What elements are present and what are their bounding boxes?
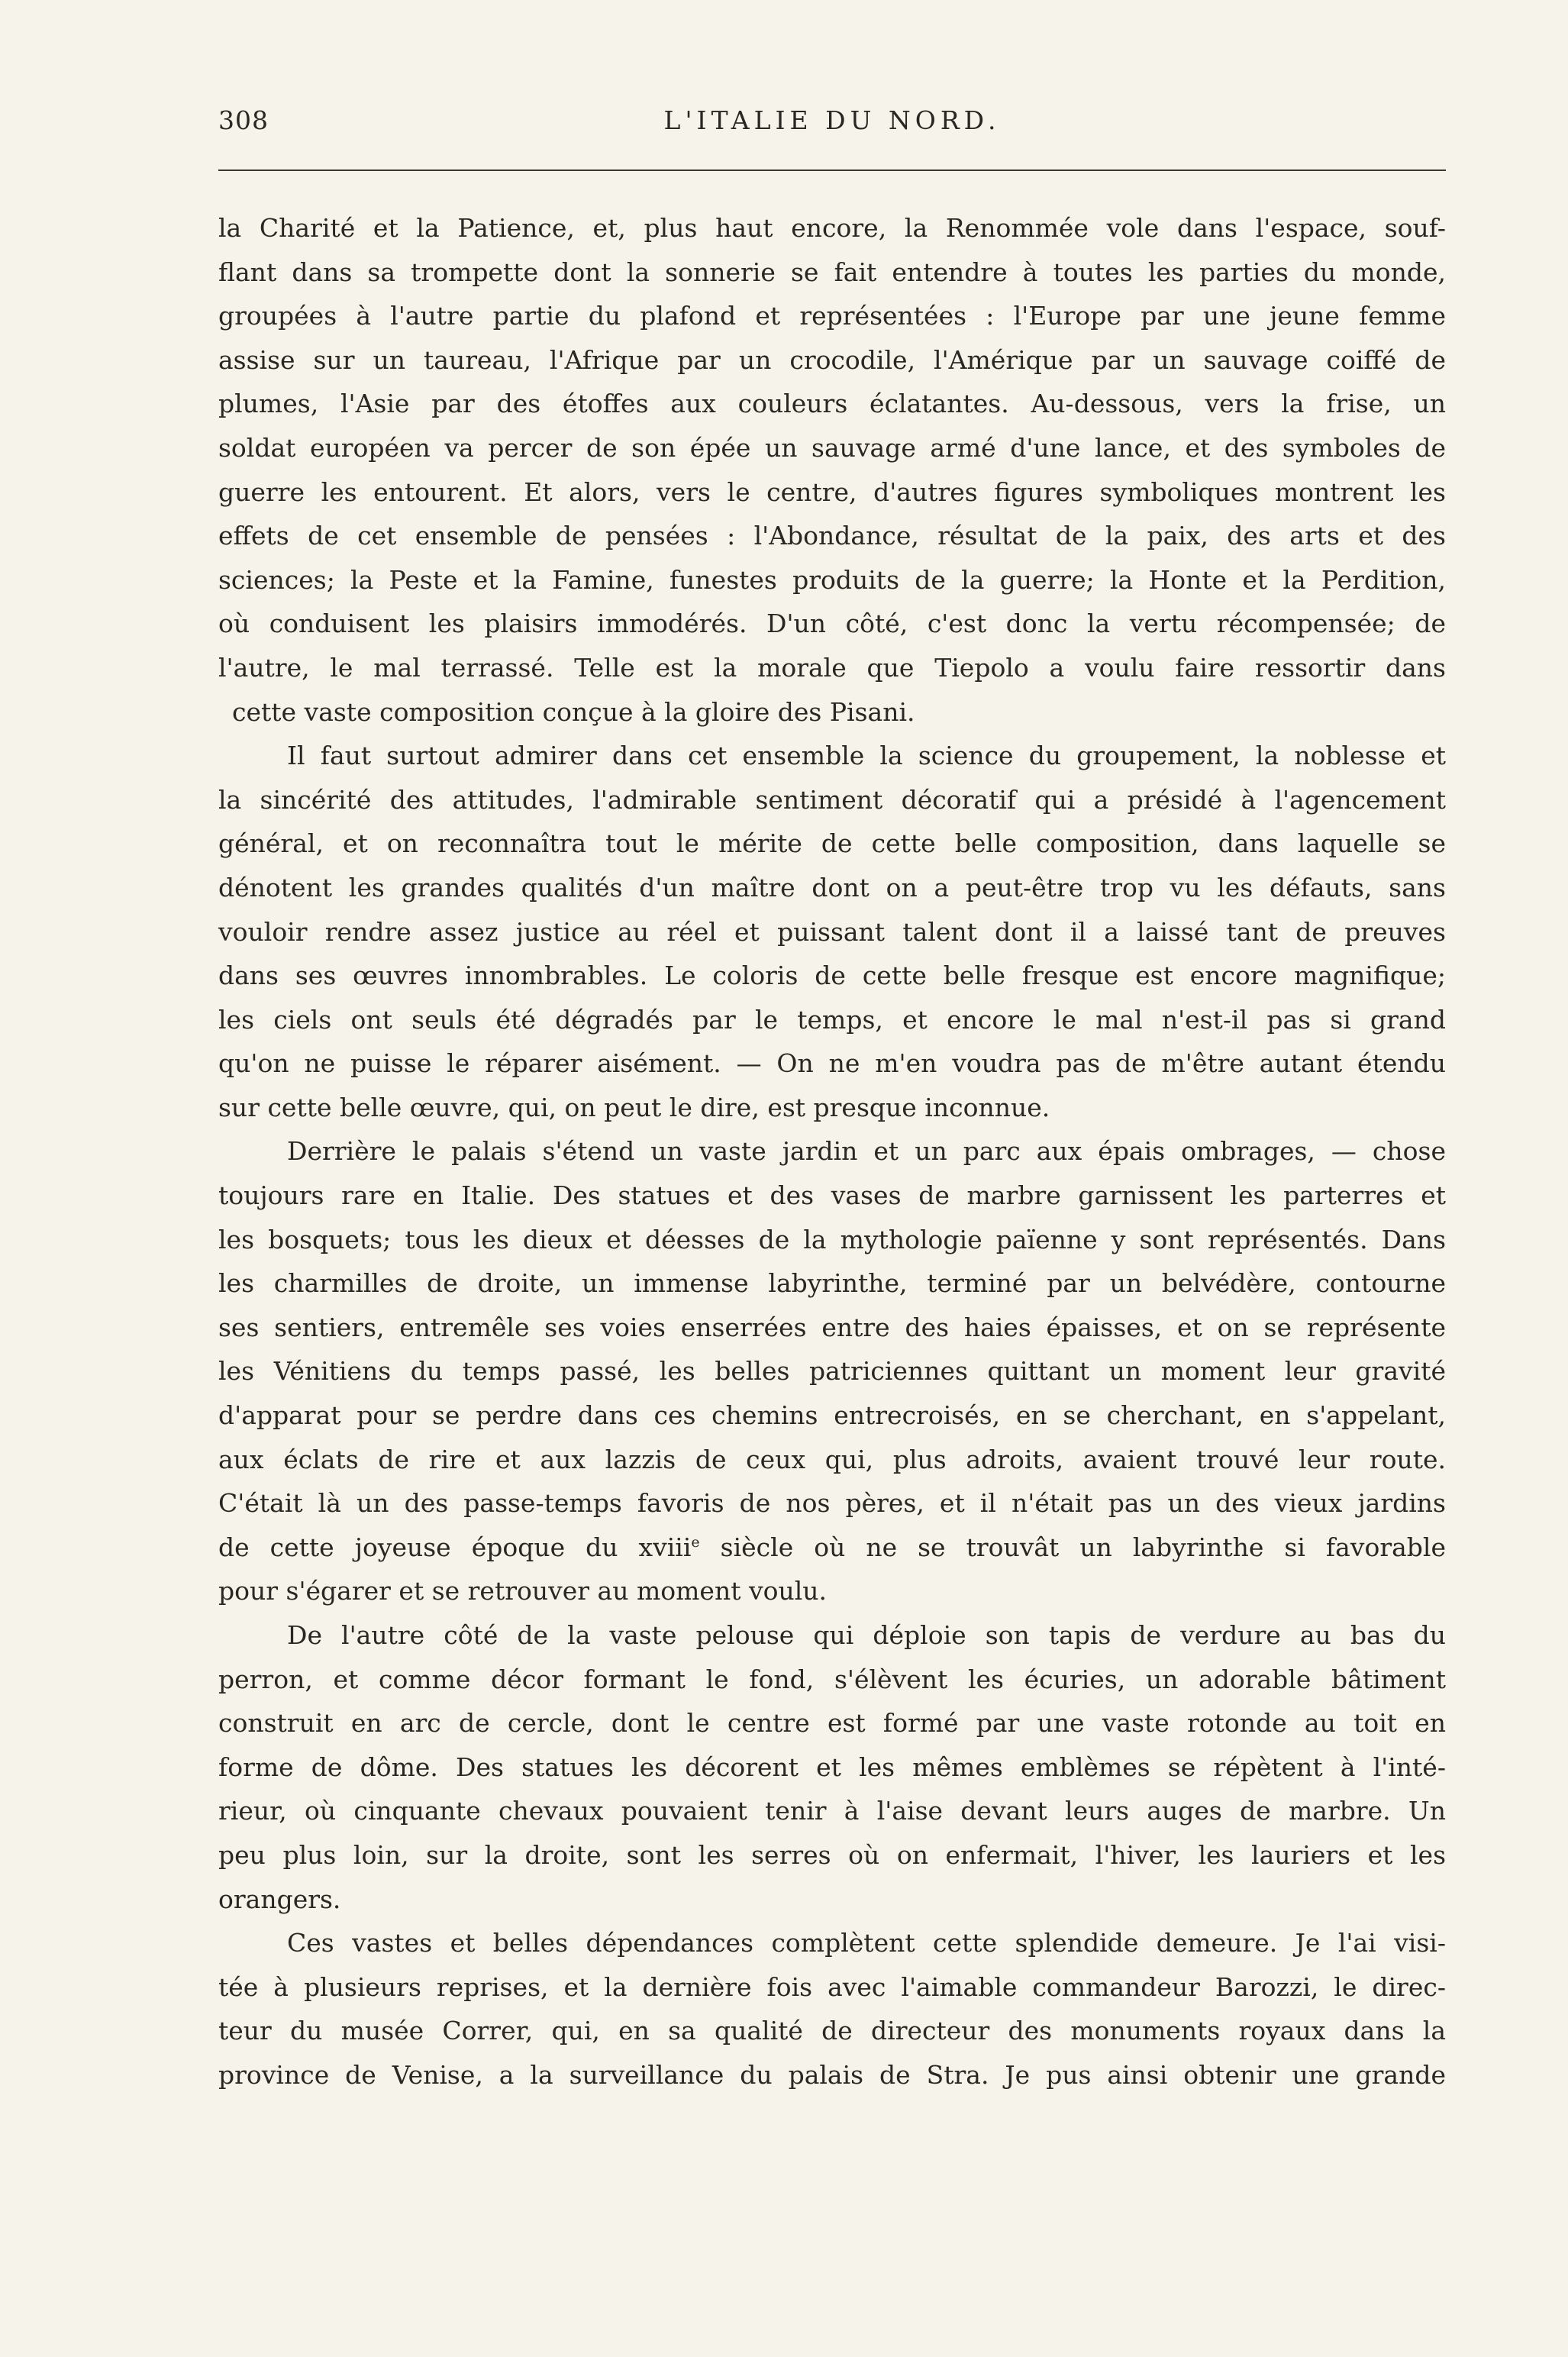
text-line: dans ses œuvres innombrables. Le coloris de cette belle fresque est encore magnifique;: [218, 961, 1446, 991]
body-text: [218, 206, 1446, 2097]
paragraph-first-line: Il faut surtout admirer dans cet ensemble la science du groupement, la noblesse et: [287, 741, 1446, 771]
text-line: assise sur un taureau, l'Afrique par un crocodile, l'Amérique par un sauvage coiffé de: [218, 344, 1446, 375]
text-line: orangers.: [218, 1884, 341, 1914]
text-line: teur du musée Correr, qui, en sa qualité de directeur des monuments royaux dans la: [218, 2016, 1446, 2046]
text-line: la sincérité des attitudes, l'admirable sentiment décoratif qui a présidé à l'agencement: [218, 784, 1446, 815]
running-title: L'ITALIE DU NORD.: [663, 105, 1001, 135]
paragraph-first-line: De l'autre côté de la vaste pelouse qui déploie son tapis de verdure au bas du: [287, 1620, 1446, 1650]
page-number: 308: [218, 105, 269, 135]
text-line: toujours rare en Italie. Des statues et des vases de marbre garnissent les parterres et: [218, 1180, 1446, 1211]
text-line: dénotent les grandes qualités d'un maître dont on a peut-être trop vu les défauts, sans: [218, 872, 1446, 902]
text-line: flant dans sa trompette dont la sonnerie se fait entendre à toutes les parties du monde,: [218, 257, 1446, 287]
text-line: la Charité et la Patience, et, plus haut encore, la Renommée vole dans l'espace, souf-: [218, 213, 1446, 243]
text-line: sur cette belle œuvre, qui, on peut le dire, est presque inconnue.: [218, 1092, 1050, 1122]
text-line: les ciels ont seuls été dégradés par le temps, et encore le mal n'est-il pas si grand: [218, 1004, 1446, 1035]
text-line: où conduisent les plaisirs immodérés. D'un côté, c'est donc la vertu récompensée; de: [218, 609, 1446, 639]
text-line: soldat européen va percer de son épée un sauvage armé d'une lance, et des symboles de: [218, 432, 1446, 463]
page-header: [218, 105, 1446, 151]
header-rule: [218, 170, 1446, 171]
text-line: l'autre, le mal terrassé. Telle est la morale que Tiepolo a voulu faire ressortir dans: [218, 652, 1446, 683]
text-line: de cette joyeuse époque du xviii$^e$ siècle où ne se trouvât un labyrinthe si favorable: [218, 1532, 1446, 1562]
text-line: perron, et comme décor formant le fond, s'élèvent les écuries, un adorable bâtiment: [218, 1664, 1446, 1694]
text-line: qu'on ne puisse le réparer aisément. — On ne m'en voudra pas de m'être autant étendu: [218, 1048, 1446, 1079]
text-line: ses sentiers, entremêle ses voies enserrées entre des haies épaisses, et on se représente: [218, 1312, 1446, 1342]
text-line: cette vaste composition conçue à la gloire des Pisani.: [232, 696, 915, 727]
text-line: pour s'égarer et se retrouver au moment voulu.: [218, 1576, 828, 1606]
text-line: guerre les entourent. Et alors, vers le centre, d'autres figures symboliques montrent les: [218, 476, 1446, 507]
text-line: groupées à l'autre partie du plafond et représentées : l'Europe par une jeune femme: [218, 301, 1446, 331]
paragraph-first-line: Ces vastes et belles dépendances complètent cette splendide demeure. Je l'ai visi-: [287, 1928, 1446, 1958]
text-line: les bosquets; tous les dieux et déesses de la mythologie païenne y sont représentés. Dans: [218, 1224, 1446, 1254]
text-line: plumes, l'Asie par des étoffes aux couleurs éclatantes. Au-dessous, vers la frise, un: [218, 389, 1446, 419]
text-line: sciences; la Peste et la Famine, funestes produits de la guerre; la Honte et la Perdition,: [218, 564, 1446, 595]
text-line: les charmilles de droite, un immense labyrinthe, terminé par un belvédère, contourne: [218, 1268, 1446, 1299]
text-line: général, et on reconnaîtra tout le mérite de cette belle composition, dans laquelle se: [218, 828, 1446, 859]
text-line: les Vénitiens du temps passé, les belles patriciennes quittant un moment leur gravité: [218, 1356, 1446, 1387]
text-line: peu plus loin, sur la droite, sont les serres où on enfermait, l'hiver, les lauriers et les: [218, 1839, 1446, 1870]
text-line: forme de dôme. Des statues les décorent et les mêmes emblèmes se répètent à l'inté-: [218, 1752, 1446, 1782]
superscript: e: [691, 1533, 700, 1551]
text-line: effets de cet ensemble de pensées : l'Abondance, résultat de la paix, des arts et des: [218, 521, 1446, 551]
text-line: rieur, où cinquante chevaux pouvaient tenir à l'aise devant leurs auges de marbre. Un: [218, 1796, 1446, 1826]
text-line: aux éclats de rire et aux lazzis de ceux qui, plus adroits, avaient trouvé leur route.: [218, 1444, 1446, 1474]
paragraph-first-line: Derrière le palais s'étend un vaste jardin et un parc aux épais ombrages, — chose: [287, 1136, 1446, 1167]
text-line: province de Venise, a la surveillance du palais de Stra. Je pus ainsi obtenir une grande: [218, 2059, 1446, 2090]
text-line: construit en arc de cercle, dont le centre est formé par une vaste rotonde au toit en: [218, 1708, 1446, 1739]
text-line: vouloir rendre assez justice au réel et puissant talent dont il a laissé tant de preuves: [218, 916, 1446, 947]
text-line: tée à plusieurs reprises, et la dernière fois avec l'aimable commandeur Barozzi, le direc-: [218, 1971, 1446, 2002]
text-line: d'apparat pour se perdre dans ces chemins entrecroisés, en se cherchant, en s'appelant,: [218, 1400, 1446, 1431]
text-line: C'était là un des passe-temps favoris de nos pères, et il n'était pas un des vieux jardins: [218, 1488, 1446, 1519]
